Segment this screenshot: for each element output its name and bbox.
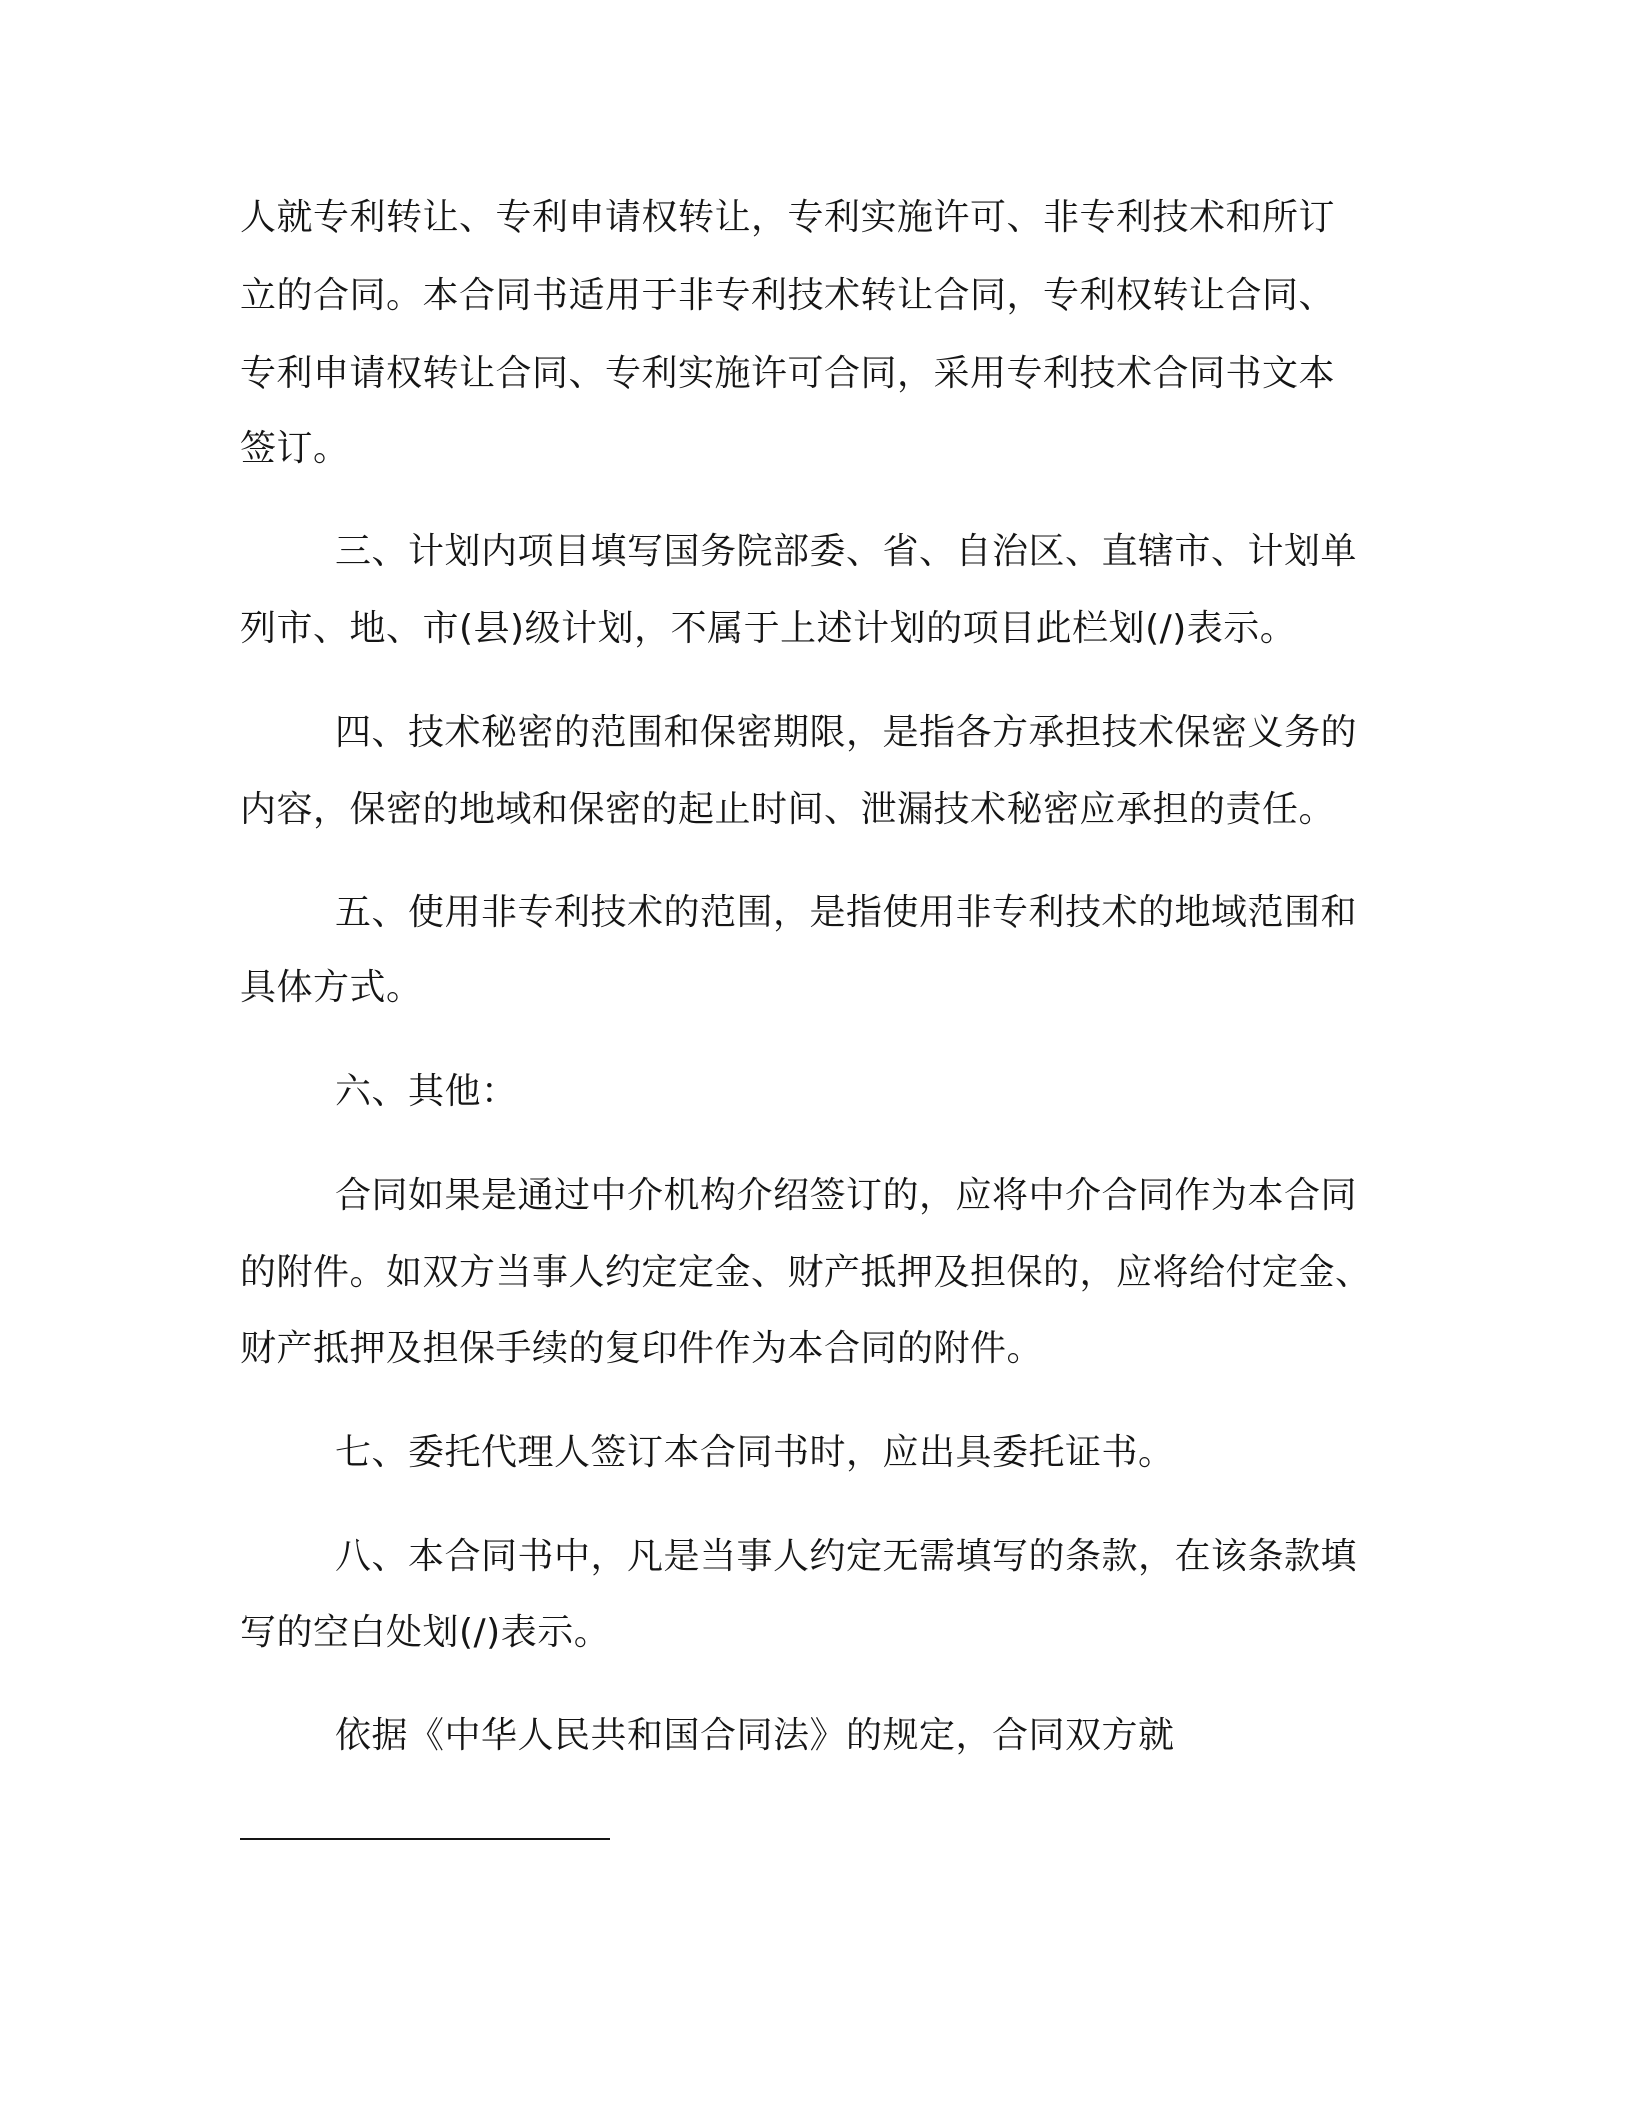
text-line: 合同如果是通过中介机构介绍签订的，应将中介合同作为本合同 [335, 1175, 1358, 1216]
text-line: 的附件。如双方当事人约定定金、财产抵押及担保的，应将给付定金、 [240, 1252, 1372, 1293]
text-line: 列市、地、市(县)级计划，不属于上述计划的项目此栏划(/)表示。 [240, 608, 1297, 649]
text-line: 签订。 [240, 428, 350, 469]
section-heading: 六、其他： [335, 1071, 518, 1112]
text-line: 七、委托代理人签订本合同书时，应出具委托证书。 [335, 1432, 1175, 1473]
text-line: 具体方式。 [240, 967, 423, 1008]
text-line: 专利申请权转让合同、专利实施许可合同，采用专利技术合同书文本 [240, 353, 1336, 394]
text-line: 三、计划内项目填写国务院部委、省、自治区、直辖市、计划单 [335, 531, 1358, 572]
text-line: 依据《中华人民共和国合同法》的规定，合同双方就 [335, 1715, 1175, 1756]
text-line: 四、技术秘密的范围和保密期限，是指各方承担技术保密义务的 [335, 712, 1358, 753]
text-line: 八、本合同书中，凡是当事人约定无需填写的条款，在该条款填 [335, 1536, 1358, 1577]
text-line: 写的空白处划(/)表示。 [240, 1612, 611, 1653]
text-line: 内容，保密的地域和保密的起止时间、泄漏技术秘密应承担的责任。 [240, 789, 1336, 830]
text-line: 财产抵押及担保手续的复印件作为本合同的附件。 [240, 1328, 1044, 1369]
fill-in-blank-line [240, 1838, 610, 1840]
text-line: 人就专利转让、专利申请权转让，专利实施许可、非专利技术和所订 [240, 197, 1336, 238]
text-line: 五、使用非专利技术的范围，是指使用非专利技术的地域范围和 [335, 892, 1358, 933]
text-line: 立的合同。本合同书适用于非专利技术转让合同，专利权转让合同、 [240, 275, 1336, 316]
